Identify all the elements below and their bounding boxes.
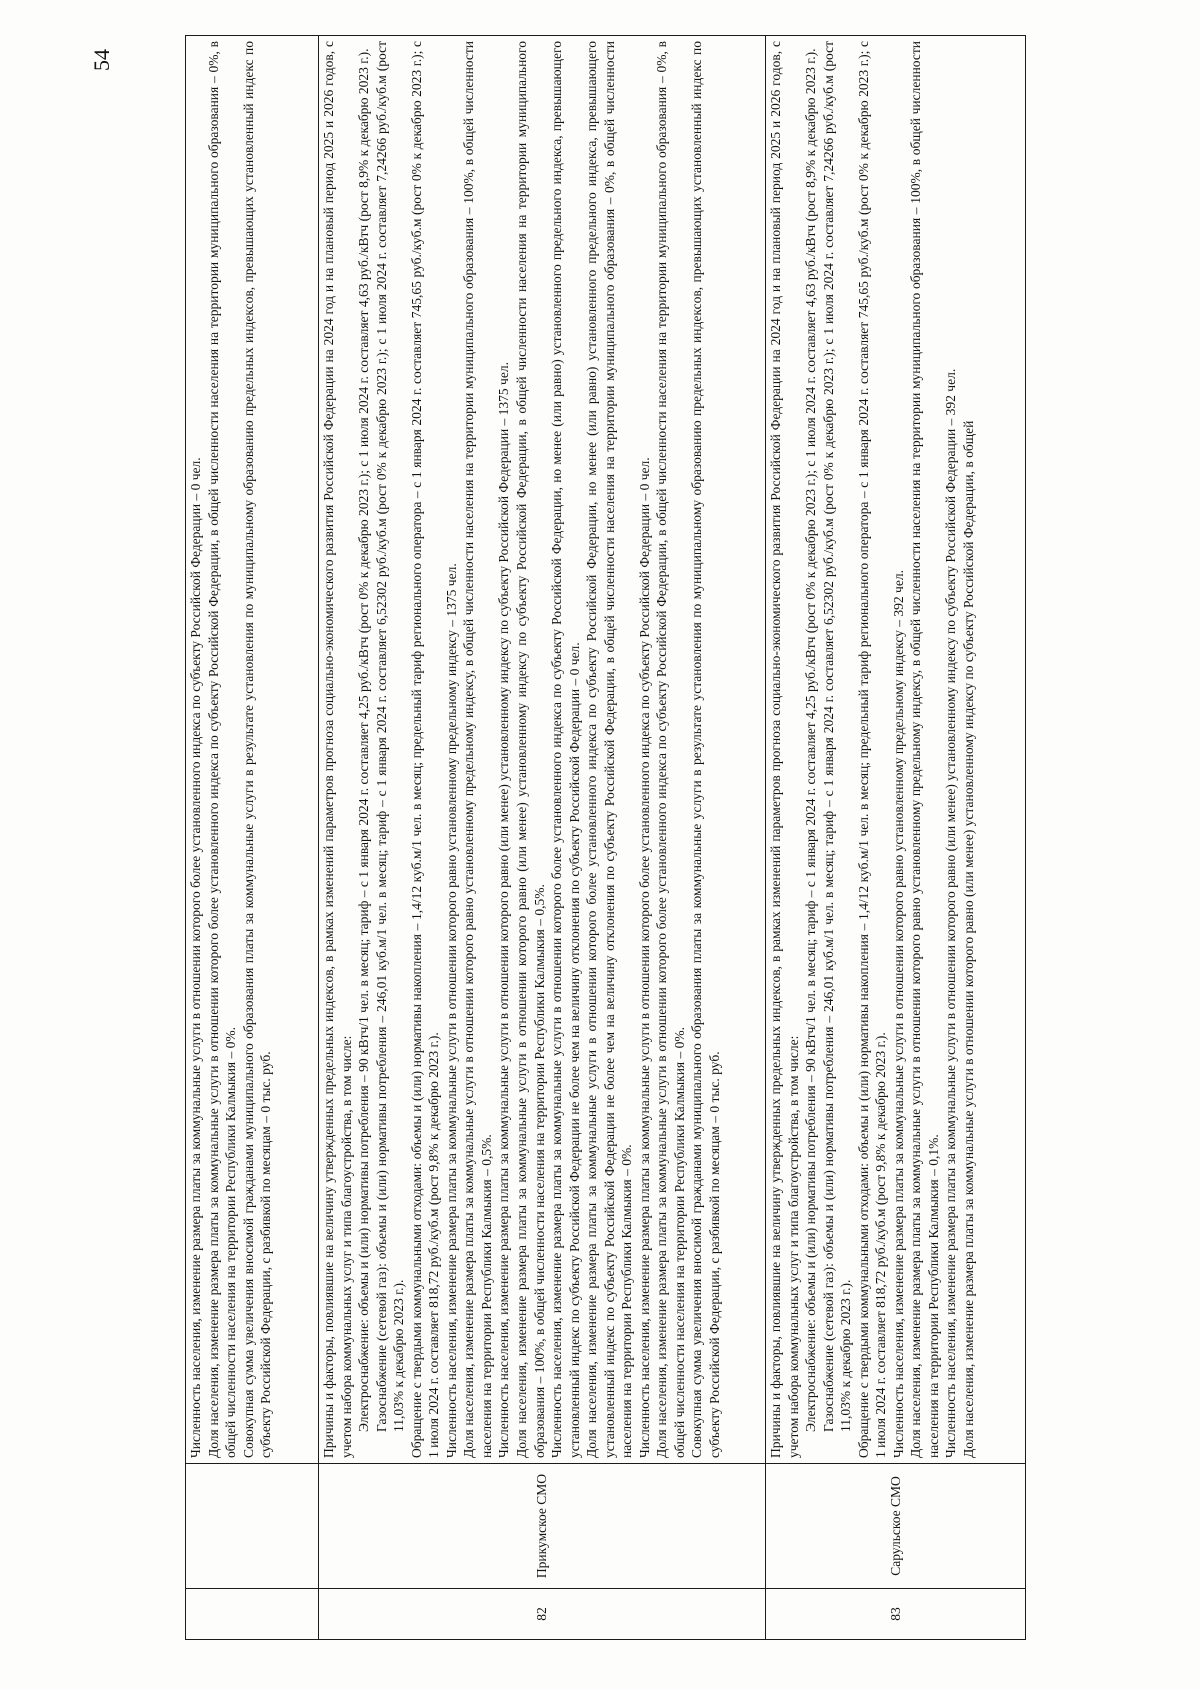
description-line: Обращение с твердыми коммунальными отходами: объемы и (или) нормативы накопления – 1,4/12 куб.м/1 чел. в месяц; предельный тариф регионального оператора – с 1 января 2024 г. составляет 745,65 руб./куб.м (рост 0% к декабрю 2023 г.); с 1 июля 2024 г. составляет 818,72 руб./куб.м (рост 9,8% к декабрю 2023 г.). [855,41,889,1458]
description-line: Численность населения, изменение размера платы за коммунальные услуги в отношении которого более установленного индекса по субъекту Российской Федерации, но менее (или равно) установленного предельного индекса, превышающего установленный индекс по субъекту Российской Федерации не более чем на величину отклонения по субъекту Российской Федерации – 0 чел. [549,41,582,1458]
page-number: 54 [89,49,114,71]
description-line: Обращение с твердыми коммунальными отходами: объемы и (или) нормативы накопления – 1,4/12 куб.м/1 чел. в месяц; предельный тариф регионального оператора – с 1 января 2024 г. составляет 745,65 руб./куб.м (рост 0% к декабрю 2023 г.); с 1 июля 2024 г. составляет 818,72 руб./куб.м (рост 9,8% к декабрю 2023 г.). [408,41,442,1458]
row-number-cell: 83 [766,1589,1026,1640]
description-line: Газоснабжение (сетевой газ): объемы и (или) нормативы потребления – 246,01 куб.м/1 чел. в месяц; тариф – с 1 января 2024 г. составляет 6,52302 руб./куб.м (рост 0% к декабрю 2023 г.); с 1 июля 2024 г. составляет 7,24266 руб./куб.м (рост 11,03% к декабрю 2023 г.). [373,41,407,1432]
table-row [186,36,319,1640]
description-line: Совокупная сумма увеличения вносимой гражданами муниципального образования платы за коммунальные услуги в результате установления по муниципальному образованию предельных индексов, превышающих установленный индекс по субъекту Российской Федерации, с разбивкой по месяцам – 0 тыс. руб. [240,41,274,1458]
description-line: Газоснабжение (сетевой газ): объемы и (или) нормативы потребления – 246,01 куб.м/1 чел. в месяц; тариф – с 1 января 2024 г. составляет 6,52302 руб./куб.м (рост 0% к декабрю 2023 г.); с 1 июля 2024 г. составляет 7,24266 руб./куб.м (рост 11,03% к декабрю 2023 г.). [820,41,854,1432]
table-row [319,36,766,1640]
description-line: Доля населения, изменение размера платы за коммунальные услуги в отношении которого равно (или менее) установленному индексу по субъекту Российской Федерации, в общей численности населения на территории муниципального образования – 100%, в общей численности населения на территории Республики Калмыкия – 0,5%. [514,41,547,1458]
description-line: Доля населения, изменение размера платы за коммунальные услуги в отношении которого равно установленному предельному индексу, в общей численности населения на территории муниципального образования – 100%, в общей численности населения на территории Республики Калмыкия – 0,5%. [461,41,494,1458]
description-line: Причины и факторы, повлиявшие на величину утвержденных предельных индексов, в рамках изменений параметров прогноза социально-экономического развития Российской Федерации на 2024 год и на плановый период 2025 и 2026 годов, с учетом набора коммунальных услуг и типа благоустройства, в том числе: [321,41,354,1458]
description-line: Причины и факторы, повлиявшие на величину утвержденных предельных индексов, в рамках изменений параметров прогноза социально-экономического развития Российской Федерации на 2024 год и на плановый период 2025 и 2026 годов, с учетом набора коммунальных услуг и типа благоустройства, в том числе: [768,41,801,1458]
indices-table [185,35,1026,1640]
description-line: Численность населения, изменение размера платы за коммунальные услуги в отношении которого равно (или менее) установленному индексу по субъекту Российской Федерации – 1375 чел. [496,362,512,1458]
description-cell [319,36,766,1464]
row-number-cell [186,1589,319,1640]
description-line: Численность населения, изменение размера платы за коммунальные услуги в отношении которого равно установленному предельному индексу – 1375 чел. [443,563,459,1458]
description-line: Совокупная сумма увеличения вносимой гражданами муниципального образования платы за коммунальные услуги в результате установления по муниципальному образованию предельных индексов, превышающих установленный индекс по субъекту Российской Федерации, с разбивкой по месяцам – 0 тыс. руб. [689,41,723,1458]
rotated-table-container [185,35,1025,1640]
description-line: Доля населения, изменение размера платы за коммунальные услуги в отношении которого более установленного индекса по субъекту Российской Федерации, в общей численности населения на территории муниципального образования – 0%, в общей численности населения на территории Республики Калмыкия – 0%. [205,41,239,1458]
description-cell [766,36,1026,1464]
municipality-name-cell: Сарульское СМО [766,1464,1026,1589]
municipality-name-cell [186,1464,319,1589]
description-line: Электроснабжение: объемы и (или) нормативы потребления – 90 кВтч/1 чел. в месяц; тариф – с 1 января 2024 г. составляет 4,25 руб./кВтч (рост 0% к декабрю 2023 г.); с 1 июля 2024 г. составляет 4,63 руб./кВтч (рост 8,9% к декабрю 2023 г.). [803,48,819,1432]
description-line: Численность населения, изменение размера платы за коммунальные услуги в отношении которого более установленного индекса по субъекту Российской Федерации – 0 чел. [188,457,203,1458]
description-line: Доля населения, изменение размера платы за коммунальные услуги в отношении которого более установленного индекса по субъекту Российской Федерации, но менее (или равно) установленного предельного индекса, превышающего установленный индекс по субъекту Российской Федерации не более чем на величину отклонения по субъекту Российской Федерации, в общей численности населения на территории муниципального образования – 0%, в общей численности населения на территории Республики Калмыкия – 0%. [584,41,635,1458]
description-line: Численность населения, изменение размера платы за коммунальные услуги в отношении которого равно установленному предельному индексу – 392 чел. [890,570,906,1458]
description-line: Доля населения, изменение размера платы за коммунальные услуги в отношении которого более установленного индекса по субъекту Российской Федерации, в общей численности населения на территории муниципального образования – 0%, в общей численности населения на территории Республики Калмыкия – 0%. [654,41,687,1458]
table-row [766,36,1026,1640]
row-number-cell: 82 [319,1589,766,1640]
description-line: Численность населения, изменение размера платы за коммунальные услуги в отношении которого равно (или менее) установленному индексу по субъекту Российской Федерации – 392 чел. [943,368,959,1458]
description-line: Численность населения, изменение размера платы за коммунальные услуги в отношении которого более установленного индекса по субъекту Российской Федерации – 0 чел. [636,457,652,1458]
description-line: Электроснабжение: объемы и (или) нормативы потребления – 90 кВтч/1 чел. в месяц; тариф – с 1 января 2024 г. составляет 4,25 руб./кВтч (рост 0% к декабрю 2023 г.); с 1 июля 2024 г. составляет 4,63 руб./кВтч (рост 8,9% к декабрю 2023 г.). [356,48,372,1432]
description-cell [186,36,319,1464]
description-line: Доля населения, изменение размера платы за коммунальные услуги в отношении которого равно установленному предельному индексу, в общей численности населения на территории муниципального образования – 100%, в общей численности населения на территории Республики Калмыкия – 0,1%. [908,41,941,1458]
description-line: Доля населения, изменение размера платы за коммунальные услуги в отношении которого равно (или менее) установленному индексу по субъекту Российской Федерации, в общей [961,420,977,1458]
municipality-name-cell: Прикумское СМО [319,1464,766,1589]
